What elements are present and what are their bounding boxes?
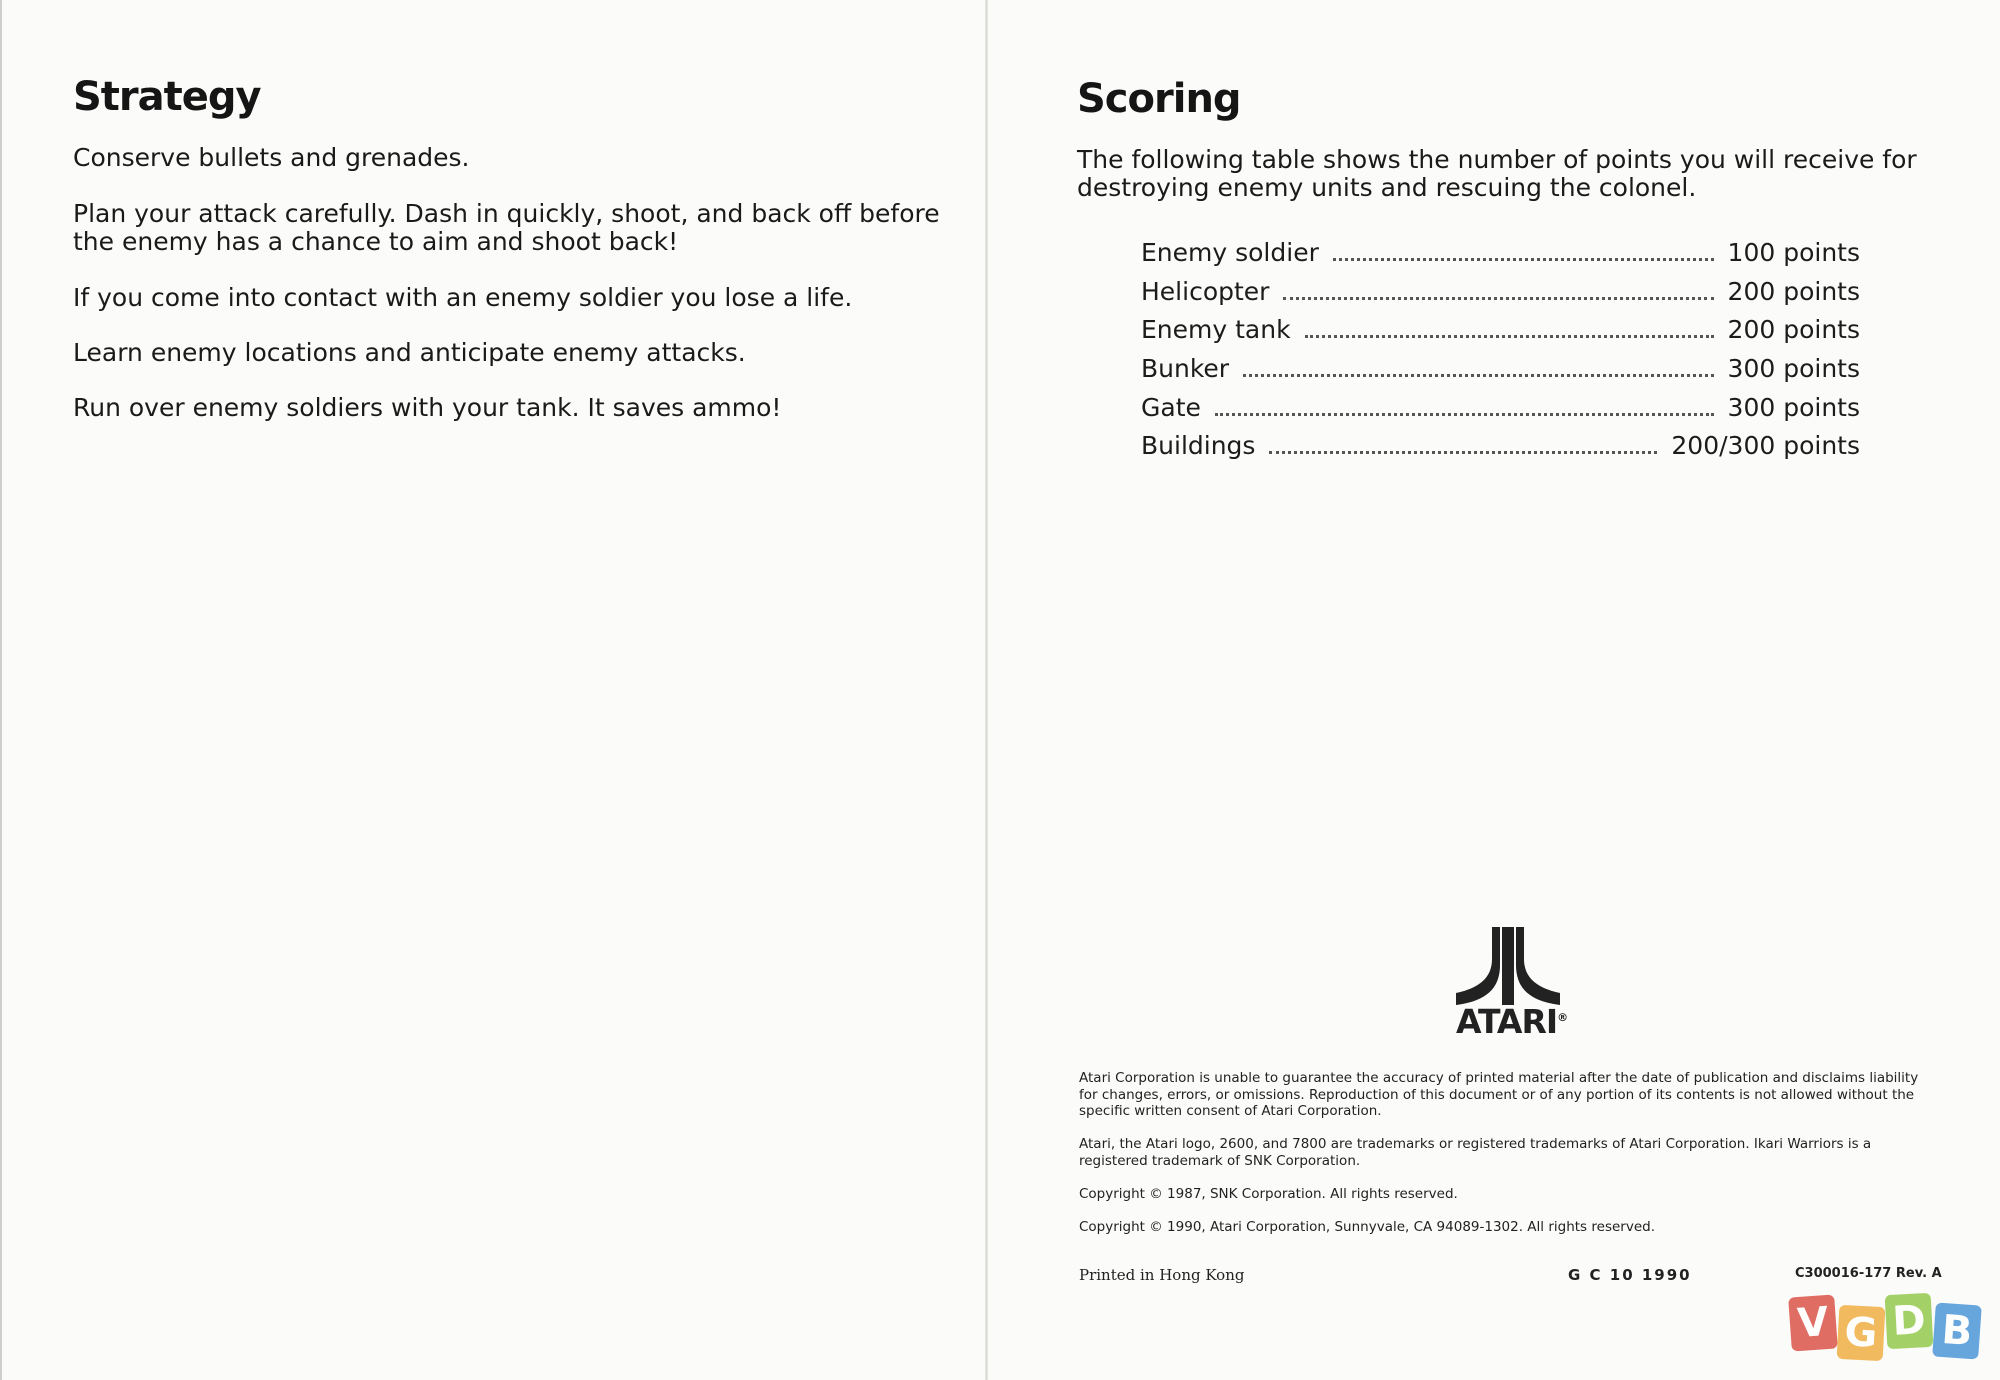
strategy-paragraph: Learn enemy locations and anticipate enemy attacks. bbox=[73, 338, 746, 367]
registered-mark: ® bbox=[1557, 1011, 1568, 1024]
printed-in: Printed in Hong Kong bbox=[1079, 1266, 1245, 1284]
dot-leader bbox=[1283, 297, 1713, 300]
score-row bbox=[1141, 238, 1860, 277]
vgdb-watermark bbox=[1790, 1292, 1990, 1360]
snk-copyright: Copyright © 1987, SNK Corporation. All rights reserved. bbox=[1079, 1186, 1458, 1202]
score-label: Enemy soldier bbox=[1141, 238, 1319, 267]
score-row bbox=[1141, 431, 1860, 470]
score-label: Helicopter bbox=[1141, 276, 1270, 306]
score-label: Enemy tank bbox=[1141, 315, 1291, 345]
trademark-notice: Atari, the Atari logo, 2600, and 7800 are trademarks or registered trademarks of Atari Corporation. Ikari Warriors is a registered trademark of SNK Corporation. bbox=[1079, 1136, 1872, 1169]
dot-leader bbox=[1243, 374, 1713, 377]
atari-wordmark bbox=[1456, 1002, 1567, 1041]
dot-leader bbox=[1305, 335, 1714, 338]
strategy-paragraph: Conserve bullets and grenades. bbox=[73, 143, 470, 172]
watermark-letter: B bbox=[1932, 1302, 1982, 1359]
strategy-paragraph: Run over enemy soldiers with your tank. It saves ammo! bbox=[73, 393, 782, 422]
scoring-page bbox=[988, 0, 2000, 1380]
print-code: G C 10 1990 bbox=[1568, 1266, 1692, 1284]
score-value: 200 points bbox=[1727, 276, 1860, 306]
strategy-page bbox=[0, 0, 985, 1380]
score-value: 300 points bbox=[1727, 392, 1860, 422]
score-label: Bunker bbox=[1141, 354, 1230, 384]
dot-leader bbox=[1269, 451, 1657, 454]
score-value: 200 points bbox=[1727, 315, 1860, 345]
score-value: 100 points bbox=[1727, 238, 1860, 267]
atari-wordmark-text: ATARI bbox=[1456, 1002, 1558, 1041]
legal-disclaimer: Atari Corporation is unable to guarantee the accuracy of printed material after the date of publication and disclaims liability for changes, errors, or omissions. Reproduction of this document or of any portion of its contents is not allowed without the specific written consent of Atari Corporation. bbox=[1079, 1070, 1919, 1119]
score-label: Gate bbox=[1141, 392, 1201, 422]
scoring-table bbox=[1141, 238, 1860, 470]
score-row bbox=[1141, 354, 1860, 393]
strategy-paragraph: Plan your attack carefully. Dash in quickly, shoot, and back off before the enemy has a chance to aim and shoot back! bbox=[73, 199, 940, 256]
score-label: Buildings bbox=[1141, 431, 1256, 461]
strategy-paragraph: If you come into contact with an enemy soldier you lose a life. bbox=[73, 283, 853, 312]
score-value: 300 points bbox=[1727, 354, 1860, 384]
watermark-letter: G bbox=[1837, 1305, 1886, 1361]
strategy-title: Strategy bbox=[73, 74, 261, 120]
atari-copyright: Copyright © 1990, Atari Corporation, Sunnyvale, CA 94089-1302. All rights reserved. bbox=[1079, 1219, 1655, 1235]
score-row bbox=[1141, 393, 1860, 432]
watermark-letter: V bbox=[1788, 1294, 1838, 1351]
score-row bbox=[1141, 315, 1860, 354]
scoring-intro: The following table shows the number of points you will receive for destroying enemy units and rescuing the colonel. bbox=[1077, 145, 1917, 202]
score-value: 200/300 points bbox=[1671, 431, 1860, 461]
scoring-title: Scoring bbox=[1077, 76, 1241, 122]
score-row bbox=[1141, 277, 1860, 316]
dot-leader bbox=[1215, 413, 1714, 416]
dot-leader bbox=[1333, 258, 1714, 261]
part-number: C300016-177 Rev. A bbox=[1795, 1266, 1942, 1281]
watermark-letter: D bbox=[1885, 1293, 1934, 1349]
